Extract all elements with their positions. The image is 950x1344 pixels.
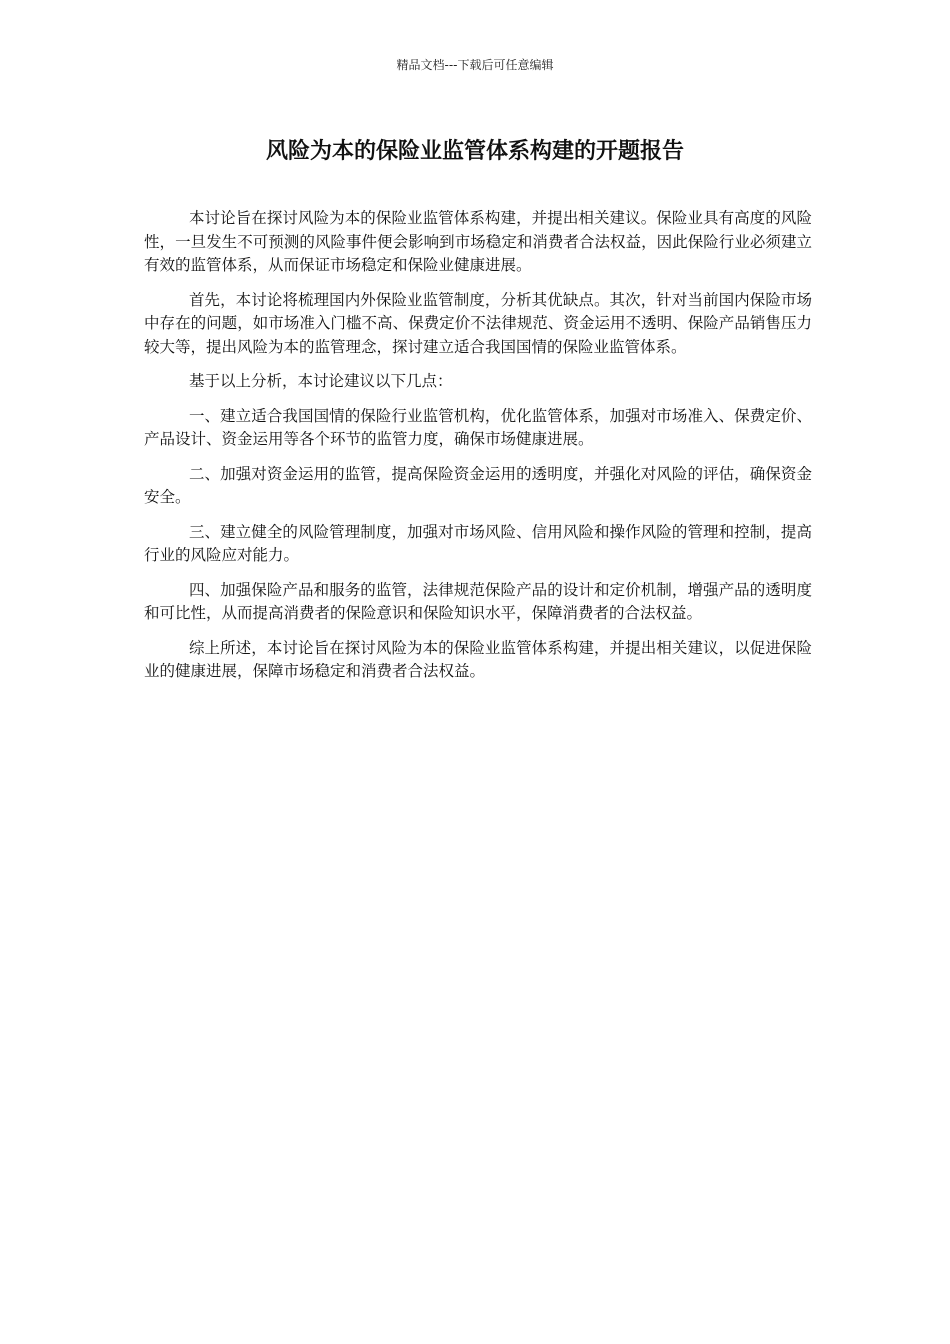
paragraph-conclusion: 综上所述，本讨论旨在探讨风险为本的保险业监管体系构建，并提出相关建议，以促进保险业的健康进展，保障市场稳定和消费者合法权益。	[144, 638, 812, 680]
paragraph-suggestion-2: 二、加强对资金运用的监管，提高保险资金运用的透明度，并强化对风险的评估，确保资金安全。	[144, 464, 812, 506]
paragraph-suggestion-4: 四、加强保险产品和服务的监管，法律规范保险产品的设计和定价机制，增强产品的透明度和可比性，从而提高消费者的保险意识和保险知识水平，保障消费者的合法权益。	[144, 580, 812, 622]
paragraph-suggestion-3: 三、建立健全的风险管理制度，加强对市场风险、信用风险和操作风险的管理和控制，提高行业的风险应对能力。	[144, 522, 812, 564]
paragraph-suggestions-lead: 基于以上分析，本讨论建议以下几点：	[188, 372, 453, 390]
paragraph-suggestion-1: 一、建立适合我国国情的保险行业监管机构，优化监管体系，加强对市场准入、保费定价、产品设计、资金运用等各个环节的监管力度，确保市场健康进展。	[144, 406, 812, 448]
document-title: 风险为本的保险业监管体系构建的开题报告	[265, 139, 684, 164]
paragraph-intro: 本讨论旨在探讨风险为本的保险业监管体系构建，并提出相关建议。保险业具有高度的风险性，一旦发生不可预测的风险事件便会影响到市场稳定和消费者合法权益，因此保险行业必须建立有效的监管体系，从而保证市场稳定和保险业健康进展。	[144, 209, 812, 274]
document-body	[144, 207, 812, 695]
paragraph-analysis: 首先，本讨论将梳理国内外保险业监管制度，分析其优缺点。其次，针对当前国内保险市场中存在的问题，如市场准入门槛不高、保费定价不法律规范、资金运用不透明、保险产品销售压力较大等，提出风险为本的监管理念，探讨建立适合我国国情的保险业监管体系。	[144, 290, 812, 356]
header-note: 精品文档---下载后可任意编辑	[396, 58, 554, 72]
